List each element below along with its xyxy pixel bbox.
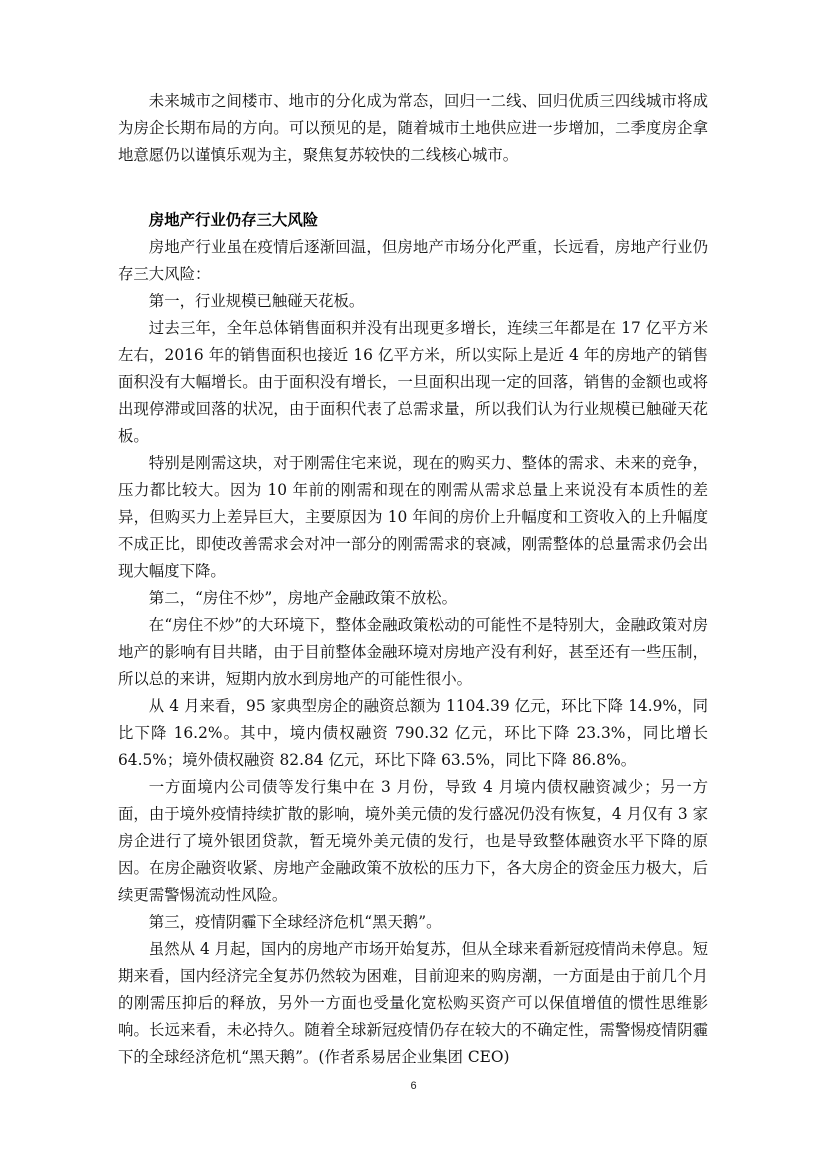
page-content: [118, 88, 708, 1071]
body-paragraph: 房地产行业虽在疫情后逐渐回温，但房地产市场分化严重，长远看，房地产行业仍存三大风险：: [118, 238, 708, 283]
section-heading: 房地产行业仍存三大风险: [148, 211, 319, 229]
body-paragraph: 一方面境内公司债等发行集中在 3 月份，导致 4 月境内债权融资减少；另一方面，由于境外疫情持续扩散的影响，境外美元债的发行盛况仍没有恢复，4 月仅有 3 家房企进行了境外银团贷款，暂无境外美元债的发行，也是导致整体融资水平下降的原因。在房企融资收紧、房地产金融政策不放松的压力下，各大房企的资金压力极大，后续更需警惕流动性风险。: [118, 778, 708, 904]
page-number: 6: [410, 1080, 417, 1092]
body-paragraph: 过去三年，全年总体销售面积并没有出现更多增长，连续三年都是在 17 亿平方米左右，2016 年的销售面积也接近 16 亿平方米，所以实际上是近 4 年的房地产的销售面积没有大幅增长。由于面积没有增长，一旦面积出现一定的回落，销售的金额也或将出现停滞或回落的状况，由于面积代表了总需求量，所以我们认为行业规模已触碰天花板。: [118, 319, 708, 445]
body-paragraph: 在“房住不炒”的大环境下，整体金融政策松动的可能性不是特别大，金融政策对房地产的影响有目共睹，由于目前整体金融环境对房地产没有利好，甚至还有一些压制，所以总的来讲，短期内放水到房地产的可能性很小。: [118, 616, 708, 688]
body-paragraph: 从 4 月来看，95 家典型房企的融资总额为 1104.39 亿元，环比下降 14.9%，同比下降 16.2%。其中，境内债权融资 790.32 亿元，环比下降 23.3%，同比增长 64.5%；境外债权融资 82.84 亿元，环比下降 63.5%，同比下降 86.8%。: [118, 697, 708, 769]
body-paragraph: 第一，行业规模已触碰天花板。: [148, 292, 365, 310]
body-paragraph: 特别是刚需这块，对于刚需住宅来说，现在的购买力、整体的需求、未来的竞争，压力都比较大。因为 10 年前的刚需和现在的刚需从需求总量上来说没有本质性的差异，但购买力上差异巨大，主要原因为 10 年间的房价上升幅度和工资收入的上升幅度不成正比，即使改善需求会对冲一部分的刚需需求的衰减，刚需整体的总量需求仍会出现大幅度下降。: [118, 454, 708, 580]
intro-paragraph: 未来城市之间楼市、地市的分化成为常态，回归一二线、回归优质三四线城市将成为房企长期布局的方向。可以预见的是，随着城市土地供应进一步增加，二季度房企拿地意愿仍以谨慎乐观为主，聚焦复苏较快的二线核心城市。: [118, 92, 708, 164]
body-paragraph: 第二，“房住不炒”，房地产金融政策不放松。: [148, 589, 457, 607]
body-paragraph: 虽然从 4 月起，国内的房地产市场开始复苏，但从全球来看新冠疫情尚未停息。短期来看，国内经济完全复苏仍然较为困难，目前迎来的购房潮，一方面是由于前几个月的刚需压抑后的释放，另外一方面也受量化宽松购买资产可以保值增值的惯性思维影响。长远来看，未必持久。随着全球新冠疫情仍存在较大的不确定性，需警惕疫情阴霾下的全球经济危机“黑天鹅”。(作者系易居企业集团 CEO): [118, 940, 708, 1066]
body-paragraph: 第三，疫情阴霾下全球经济危机“黑天鹅”。: [148, 913, 442, 931]
